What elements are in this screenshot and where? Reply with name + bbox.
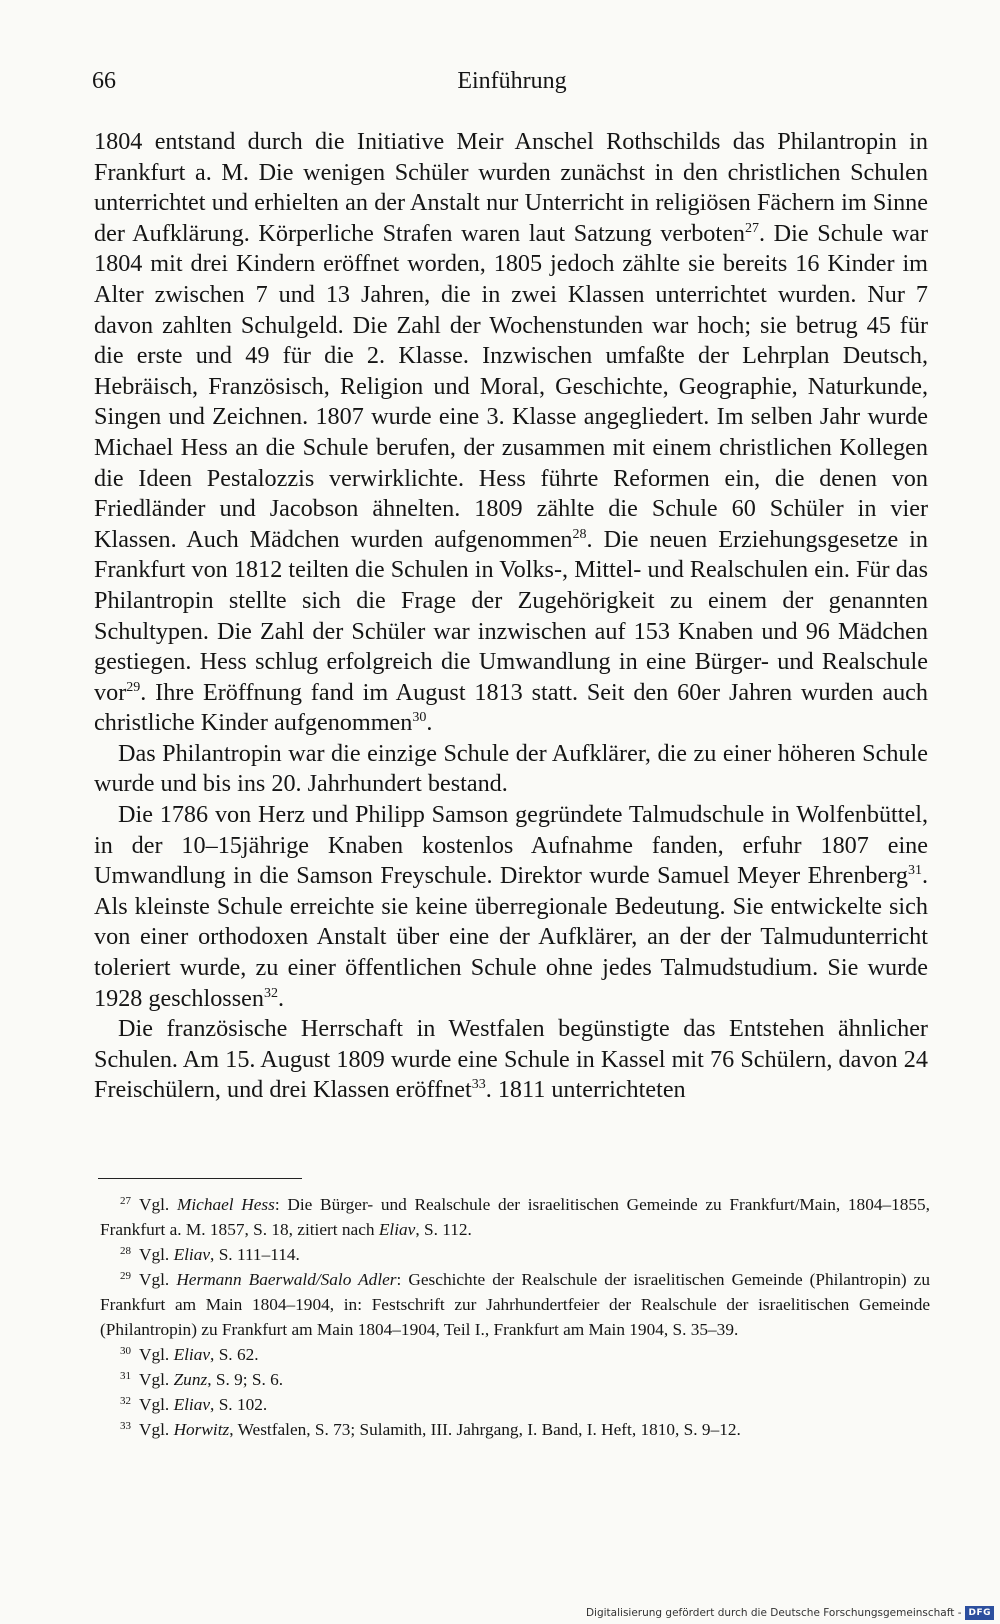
- footnote-ref-30[interactable]: 30: [412, 710, 427, 726]
- footnote-separator: [98, 1178, 302, 1179]
- footnote-text: , S. 9; S. 6.: [207, 1370, 284, 1389]
- text-run: Das Philantropin war die einzige Schule der Aufklärer, die zu einer höheren Schule wurde und bis ins 20. Jahrhundert bestand.: [94, 739, 928, 798]
- footnote-number: 31: [120, 1370, 131, 1382]
- text-run: 1804 entstand durch die Initiative Meir Anschel Rothschilds das Philantropin in Frankfurt a. M. Die wenigen Schüler wurden zunächst in den christlichen Schulen unterrichtet und erhielten an der Anstalt nur Unterricht in religiösen Fächern im Sinne der Aufklärung. Körperliche Strafen waren laut Satzung verboten: [94, 128, 928, 247]
- footnote-author: Eliav: [173, 1245, 211, 1264]
- footnote-ref-27[interactable]: 27: [744, 220, 759, 236]
- footnote-text: , Westfalen, S. 73; Sulamith, III. Jahrgang, I. Band, I. Heft, 1810, S. 9–12.: [229, 1420, 741, 1439]
- footnote-number: 32: [120, 1395, 131, 1407]
- footnote-text: , S. 111–114.: [210, 1245, 300, 1264]
- text-run: . 1811 unterrichteten: [485, 1076, 686, 1104]
- footnote-text: Vgl.: [139, 1420, 174, 1439]
- footnote-author: Hermann Baerwald/Salo Adler: [176, 1270, 397, 1289]
- paragraph-3: [94, 800, 928, 1014]
- footnote-author: Eliav: [173, 1345, 211, 1364]
- text-run: .: [426, 709, 433, 737]
- footnote-text: Vgl.: [139, 1245, 174, 1264]
- text-run: . Als kleinste Schule erreichte sie keine überregionale Bedeutung. Sie entwickelte sich von einer orthodoxen Anstalt über eine der Aufklärer, an der der Talmudunterricht toleriert wurde, zu einer öffentlichen Schule ohne jedes Talmudstudium. Sie wurde 1928 geschlossen: [94, 862, 928, 1012]
- footnote-author: Michael Hess: [176, 1195, 275, 1214]
- footnote-31: [100, 1367, 930, 1392]
- footnote-number: 33: [120, 1420, 131, 1432]
- footnote-27: [100, 1192, 930, 1242]
- footnote-number: 29: [120, 1270, 131, 1282]
- page-header: [92, 68, 932, 102]
- footnote-text: Vgl.: [139, 1370, 174, 1389]
- credit-text: Digitalisierung gefördert durch die Deutsche Forschungsgemeinschaft -: [585, 1607, 962, 1619]
- paragraph-2: [94, 739, 928, 800]
- footnote-30: [100, 1342, 930, 1367]
- footnote-32: [100, 1392, 930, 1417]
- footnote-text: Vgl.: [139, 1270, 177, 1289]
- page-number: 66: [92, 68, 116, 94]
- footnote-author: Zunz: [173, 1370, 208, 1389]
- footnote-text: , S. 112.: [415, 1220, 472, 1239]
- footnote-text: : Geschichte der Realschule der israelitischen Gemeinde (Philantropin) zu Frankfurt am Main 1804–1904, in: Festschrift zur Jahrhundertfeier der Realschule der israelitischen Gemeinde (Philantropin) zu Frankfurt am Main 1804–1904, Teil I., Frankfurt am Main 1904, S. 35–39.: [100, 1270, 930, 1339]
- running-title: Einführung: [457, 68, 567, 94]
- paragraph-4: [94, 1014, 928, 1106]
- footnote-text: : Die Bürger- und Realschule der israelitischen Gemeinde zu Frankfurt/Main, 1804–1855, Frankfurt a. M. 1857, S. 18, zitiert nach: [100, 1195, 931, 1239]
- footnote-number: 28: [120, 1245, 131, 1257]
- main-text: [94, 127, 928, 1106]
- footnote-text: , S. 62.: [210, 1345, 259, 1364]
- footnote-author: Eliav: [173, 1395, 211, 1414]
- footnotes: [100, 1192, 930, 1442]
- footnote-author: Horwitz: [173, 1420, 230, 1439]
- footnote-number: 27: [120, 1195, 131, 1207]
- footnote-text: , S. 102.: [210, 1395, 268, 1414]
- text-run: . Die Schule war 1804 mit drei Kindern eröffnet worden, 1805 jedoch zählte sie bereits 16 Kinder im Alter zwischen 7 und 13 Jahren, die in zwei Klassen unterrichtet wurden. Nur 7 davon zahlten Schulgeld. Die Zahl der Wochenstunden war hoch; sie betrug 45 für die erste und 49 für die 2. Klasse. Inzwischen umfaßte der Lehrplan Deutsch, Hebräisch, Französisch, Religion und Moral, Geschichte, Geographie, Naturkunde, Singen und Zeichnen. 1807 wurde eine 3. Klasse angegliedert. Im selben Jahr wurde Michael Hess an die Schule berufen, der zusammen mit einem christlichen Kollegen die Ideen Pestalozzis verwirklichte. Hess führte Reformen ein, die denen von Friedländer und Jacobson ähnelten. 1809 zählte die Schule 60 Schüler in vier Klassen. Auch Mädchen wurden aufgenommen: [94, 219, 929, 553]
- footnote-29: [100, 1267, 930, 1342]
- footnote-text: Vgl.: [139, 1195, 177, 1214]
- text-run: . Die neuen Erziehungsgesetze in Frankfurt von 1812 teilten die Schulen in Volks-, Mittel- und Realschulen ein. Für das Philantropin stellte sich die Frage der Zugehörigkeit zu einem der genannten Schultypen. Die Zahl der Schüler war inzwischen auf 153 Knaben und 96 Mädchen gestiegen. Hess schlug erfolgreich die Umwandlung in eine Bürger- und Realschule vor: [94, 525, 928, 706]
- footnote-ref-28[interactable]: 28: [572, 526, 587, 542]
- footnote-ref-33[interactable]: 33: [471, 1077, 486, 1093]
- digitization-credit: [586, 1606, 994, 1620]
- footnote-33: [100, 1417, 930, 1442]
- footnote-28: [100, 1242, 930, 1267]
- footnote-ref-31[interactable]: 31: [907, 863, 922, 879]
- footnote-text: Vgl.: [139, 1395, 174, 1414]
- dfg-logo[interactable]: DFG: [965, 1606, 994, 1620]
- text-run: .: [277, 984, 285, 1012]
- paragraph-1: [94, 127, 928, 739]
- text-run: . Ihre Eröffnung fand im August 1813 statt. Seit den 60er Jahren wurden auch christliche Kinder aufgenommen: [94, 678, 928, 737]
- text-run: Die 1786 von Herz und Philipp Samson gegründete Talmudschule in Wolfenbüttel, in der 10–15jährige Knaben kostenlos Aufnahme fanden, erfuhr 1807 eine Umwandlung in die Samson Freyschule. Direktor wurde Samuel Meyer Ehrenberg: [94, 801, 928, 890]
- footnote-ref-32[interactable]: 32: [263, 985, 278, 1001]
- footnote-text: Vgl.: [139, 1345, 174, 1364]
- footnote-author: Eliav: [378, 1220, 416, 1239]
- footnote-number: 30: [120, 1345, 131, 1357]
- footnote-ref-29[interactable]: 29: [126, 679, 141, 695]
- text-run: Die französische Herrschaft in Westfalen begünstigte das Entstehen ähnlicher Schulen. Am 15. August 1809 wurde eine Schule in Kassel mit 76 Schülern, davon 24 Freischülern, und drei Klassen eröffnet: [94, 1015, 928, 1104]
